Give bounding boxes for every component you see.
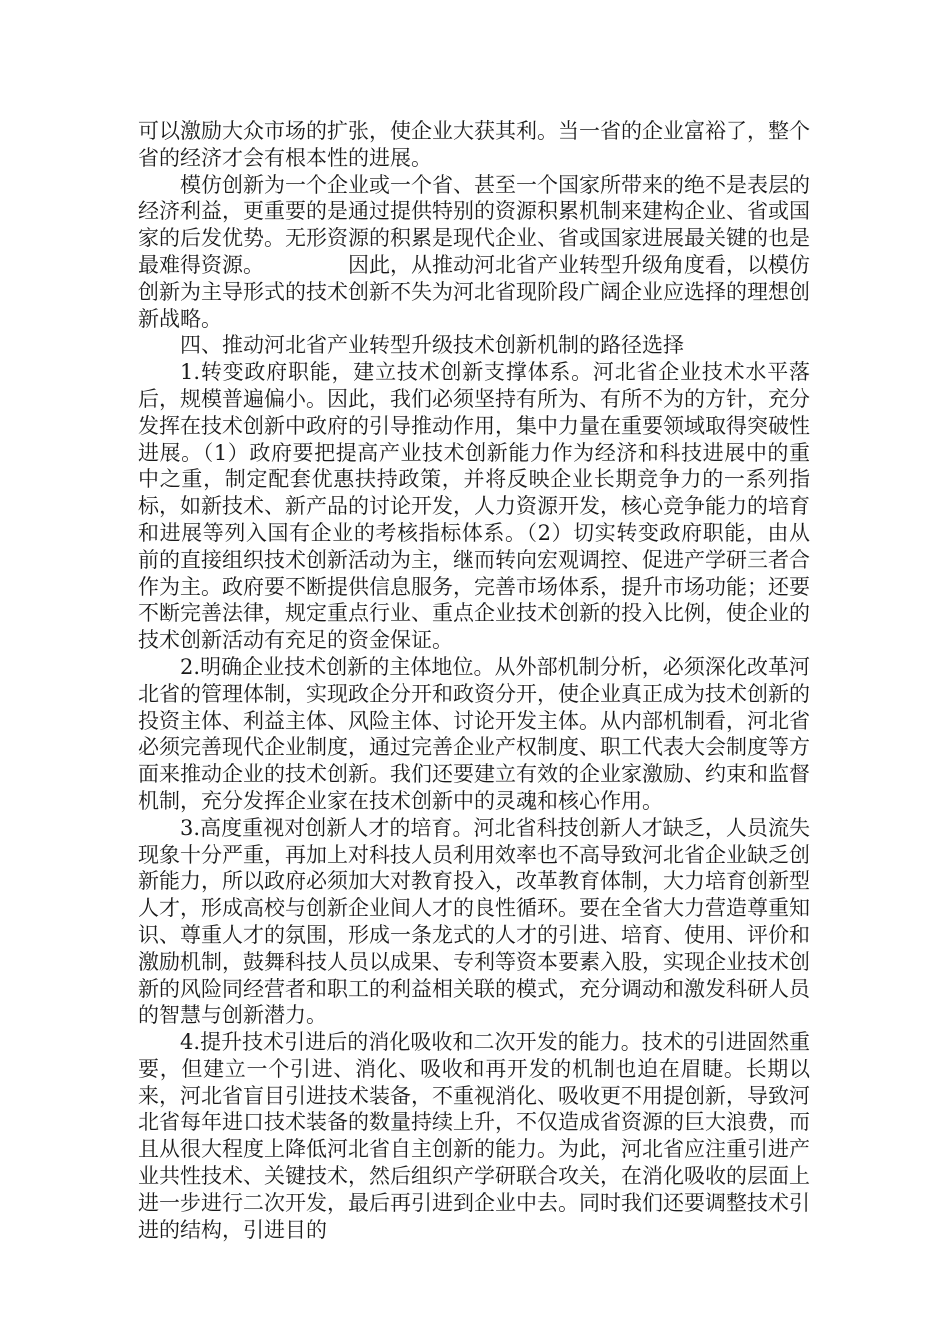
document-body (138, 118, 810, 1243)
paragraph-item-3: 3.高度重视对创新人才的培育。河北省科技创新人才缺乏，人员流失现象十分严重，再加上对科技人员利用效率也不高导致河北省企业缺乏创新能力，所以政府必须加大对教育投入，改革教育体制，大力培育创新型人才，形成高校与创新企业间人才的良性循环。要在全省大力营造尊重知识、尊重人才的氛围，形成一条龙式的人才的引进、培育、使用、评价和激励机制，鼓舞科技人员以成果、专利等资本要素入股，实现企业技术创新的风险同经营者和职工的利益相关联的模式，充分调动和激发科研人员的智慧与创新潜力。 (138, 815, 810, 1028)
section-heading: 四、推动河北省产业转型升级技术创新机制的路径选择 (180, 333, 684, 358)
paragraph-imitation-innovation-part1: 模仿创新为一个企业或一个省、甚至一个国家所带来的绝不是表层的经济利益，更重要的是通过提供特别的资源积累机制来建构企业、省或国家的后发优势。无形资源的积累是现代企业、省或国家进展最关键的也是最难得资源。 (138, 172, 810, 277)
paragraph-imitation-innovation-part2: 因此，从推动河北省产业转型升级角度看，以模仿创新为主导形式的技术创新不失为河北省现阶段广阔企业应选择的理想创新战略。 (138, 252, 810, 331)
paragraph-continuation: 可以激励大众市场的扩张，使企业大获其利。当一省的企业富裕了，整个省的经济才会有根本性的进展。 (138, 119, 810, 170)
paragraph-item-1: 1.转变政府职能，建立技术创新支撑体系。河北省企业技术水平落后，规模普遍偏小。因此，我们必须坚持有所为、有所不为的方针，充分发挥在技术创新中政府的引导推动作用，集中力量在重要领域取得突破性进展。（1）政府要把提高产业技术创新能力作为经济和科技进展中的重中之重，制定配套优惠扶持政策，并将反映企业长期竞争力的一系列指标，如新技术、新产品的讨论开发，人力资源开发，核心竞争能力的培育和进展等列入国有企业的考核指标体系。（2）切实转变政府职能，由从前的直接组织技术创新活动为主，继而转向宏观调控、促进产学研三者合作为主。政府要不断提供信息服务，完善市场体系，提升市场功能；还要不断完善法律，规定重点行业、重点企业技术创新的投入比例，使企业的技术创新活动有充足的资金保证。 (138, 360, 810, 653)
paragraph-item-4: 4.提升技术引进后的消化吸收和二次开发的能力。技术的引进固然重要，但建立一个引进、消化、吸收和再开发的机制也迫在眉睫。长期以来，河北省盲目引进技术装备，不重视消化、吸收更不用提创新，导致河北省每年进口技术装备的数量持续上升，不仅造成省资源的巨大浪费，而且从很大程度上降低河北省自主创新的能力。为此，河北省应注重引进产业共性技术、关键技术，然后组织产学研联合攻关，在消化吸收的层面上进一步进行二次开发，最后再引进到企业中去。同时我们还要调整技术引进的结构，引进目的 (138, 1030, 810, 1242)
paragraph-imitation-innovation (138, 172, 810, 333)
paragraph-item-2: 2.明确企业技术创新的主体地位。从外部机制分析，必须深化改革河北省的管理体制，实现政企分开和政资分开，使企业真正成为技术创新的投资主体、利益主体、风险主体、讨论开发主体。从内部机制看，河北省必须完善现代企业制度，通过完善企业产权制度、职工代表大会制度等方面来推动企业的技术创新。我们还要建立有效的企业家激励、约束和监督机制，充分发挥企业家在技术创新中的灵魂和核心作用。 (138, 654, 810, 813)
